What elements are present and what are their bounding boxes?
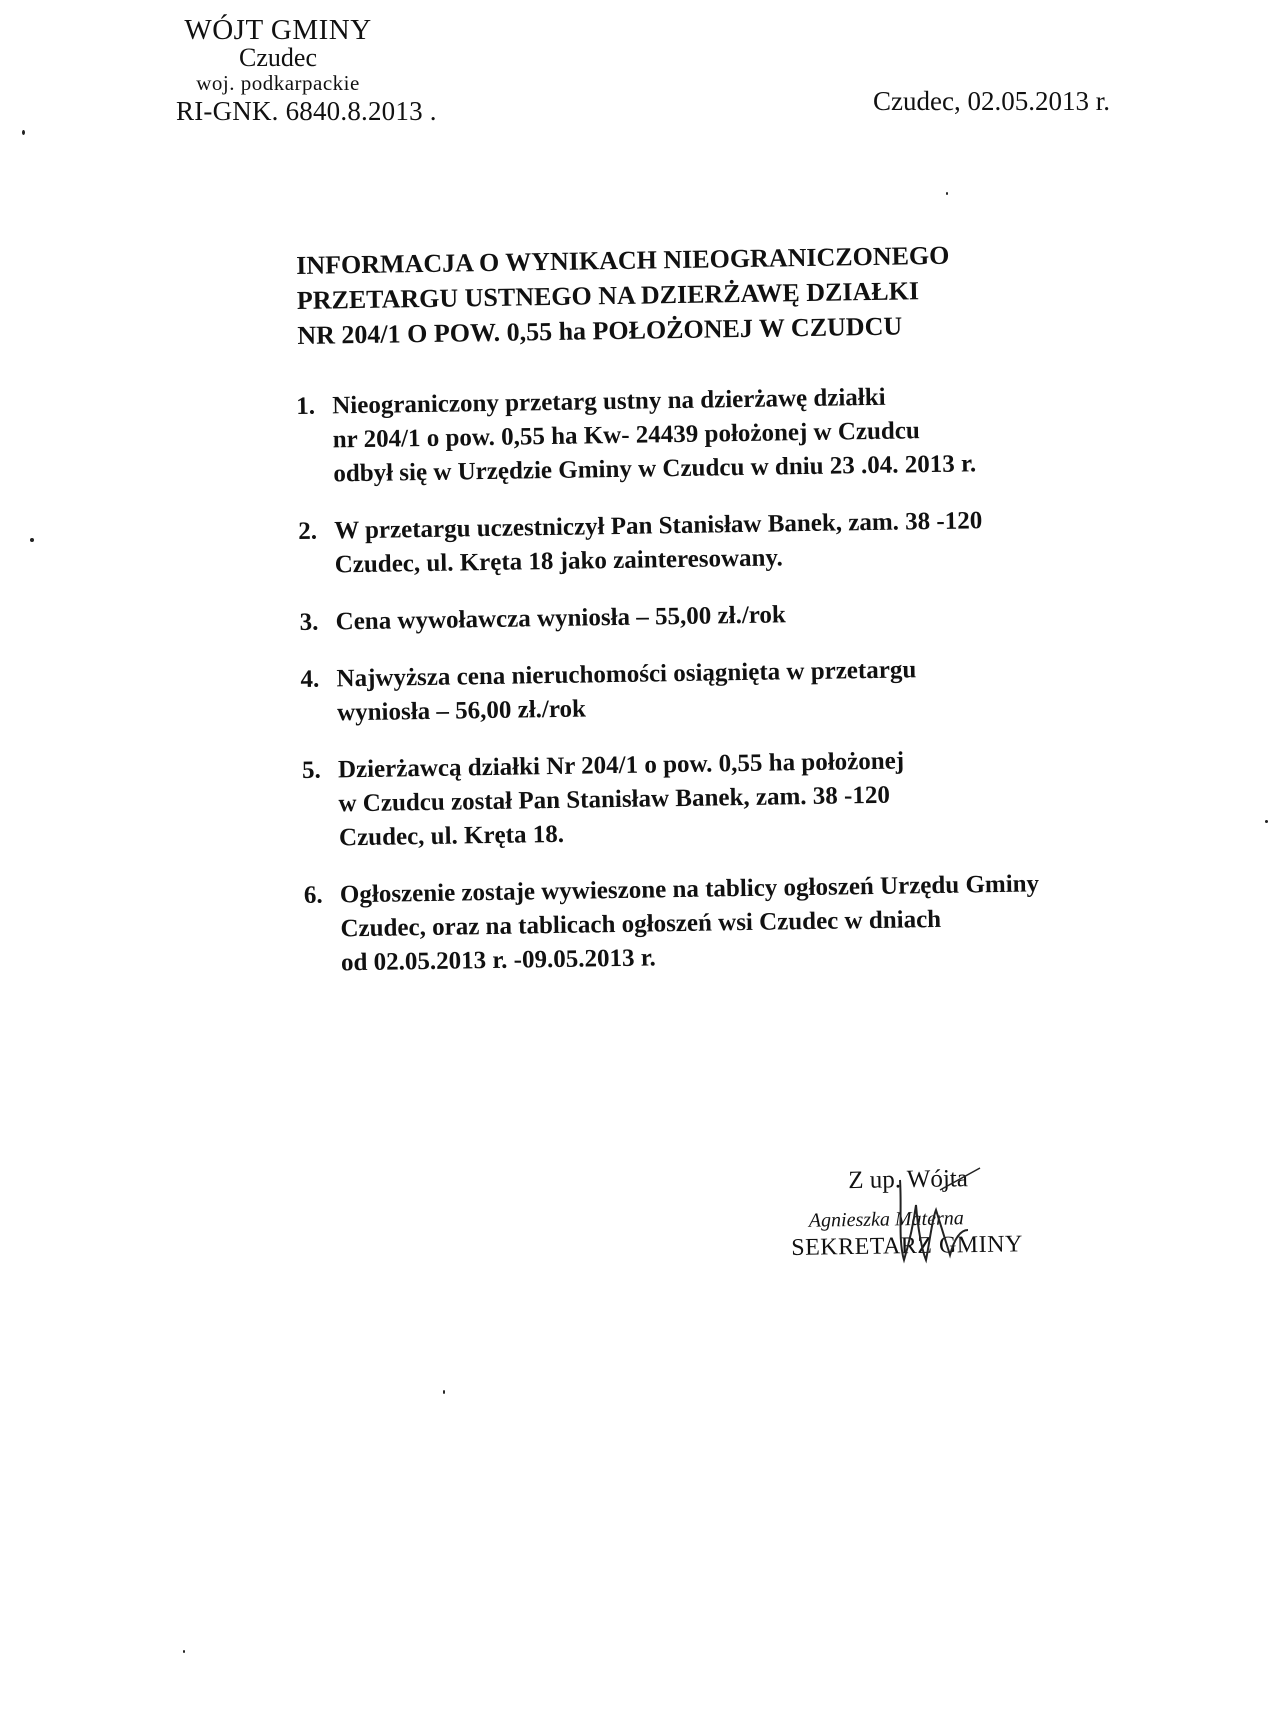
item-line: Dzierżawcą działki Nr 204/1 o pow. 0,55 ha położonej [337,747,905,784]
item-line: Nieograniczony przetarg ustny na dzierżawę działki [332,383,886,420]
title-line: INFORMACJA O WYNIKACH NIEOGRANICZONEGO [296,240,950,280]
document-title [296,235,1098,353]
item-line: Cena wywoławcza wyniosła – 55,00 zł./rok [335,601,787,636]
scan-speck [443,1390,445,1394]
list-item [298,501,1179,583]
item-line: od 02.05.2013 r. -09.05.2013 r. [340,944,657,977]
title-line: PRZETARGU USTNEGO NA DZIERŻAWĘ DZIAŁKI [296,276,920,315]
item-line: odbył się w Urzędzie Gminy w Czudcu w dniu 23 .04. 2013 r. [333,450,977,488]
item-text [338,744,906,855]
item-number: 6. [303,881,323,909]
office-stamp [158,16,398,94]
item-number: 1. [296,392,316,420]
item-line: W przetargu uczestniczył Pan Stanisław Banek, zam. 38 -120 [334,507,983,545]
place-and-date: Czudec, 02.05.2013 r. [873,86,1110,116]
item-text [340,867,1041,980]
scan-speck [1265,820,1268,823]
stamp-org-municipality: Czudec [239,43,317,72]
signature-authorization: Z up. Wójta [847,1165,969,1195]
title-line: NR 204/1 O POW. 0,55 ha POŁOŻONEJ W CZUDCU [297,311,903,350]
item-number: 3. [299,608,319,636]
item-line: Ogłoszenie zostaje wywieszone na tablicy ogłoszeń Urzędu Gminy [339,870,1040,909]
item-line: nr 204/1 o pow. 0,55 ha Kw- 24439 położonej w Czudcu [332,417,921,454]
item-line: Czudec, oraz na tablicach ogłoszeń wsi Czudec w dniach [340,905,942,943]
item-line: wyniosła – 56,00 zł./rok [336,695,587,727]
signatory-name: Agnieszka Materna [808,1207,964,1232]
scan-speck [30,538,34,542]
reference-number: RI-GNK. 6840.8.2013 . [176,96,437,126]
item-text [336,653,917,730]
numbered-list [296,376,1186,1004]
item-line: Najwyższa cena nieruchomości osiągnięta w przetargu [336,656,917,693]
item-text [334,504,983,582]
item-line: Czudec, ul. Kręta 18. [338,820,565,852]
list-item [300,649,1181,731]
list-item [304,865,1185,981]
item-number: 5. [301,756,321,784]
list-item [296,376,1177,492]
list-item [302,740,1183,856]
scan-speck [946,192,948,195]
stamp-org-title: WÓJT GMINY [184,14,372,46]
scan-speck [183,1650,185,1653]
item-number: 4. [300,665,320,693]
item-text [332,379,976,491]
item-number: 2. [298,517,318,545]
stamp-org-voivodeship: woj. podkarpackie [196,71,360,95]
handwritten-signature-icon [880,1160,990,1280]
signatory-role: SEKRETARZ GMINY [791,1231,1024,1261]
item-line: w Czudcu został Pan Stanisław Banek, zam. 38 -120 [338,781,891,818]
item-text [335,598,786,639]
item-line: Czudec, ul. Kręta 18 jako zainteresowany. [334,544,784,579]
scan-speck [22,130,25,135]
list-item [299,592,1179,640]
